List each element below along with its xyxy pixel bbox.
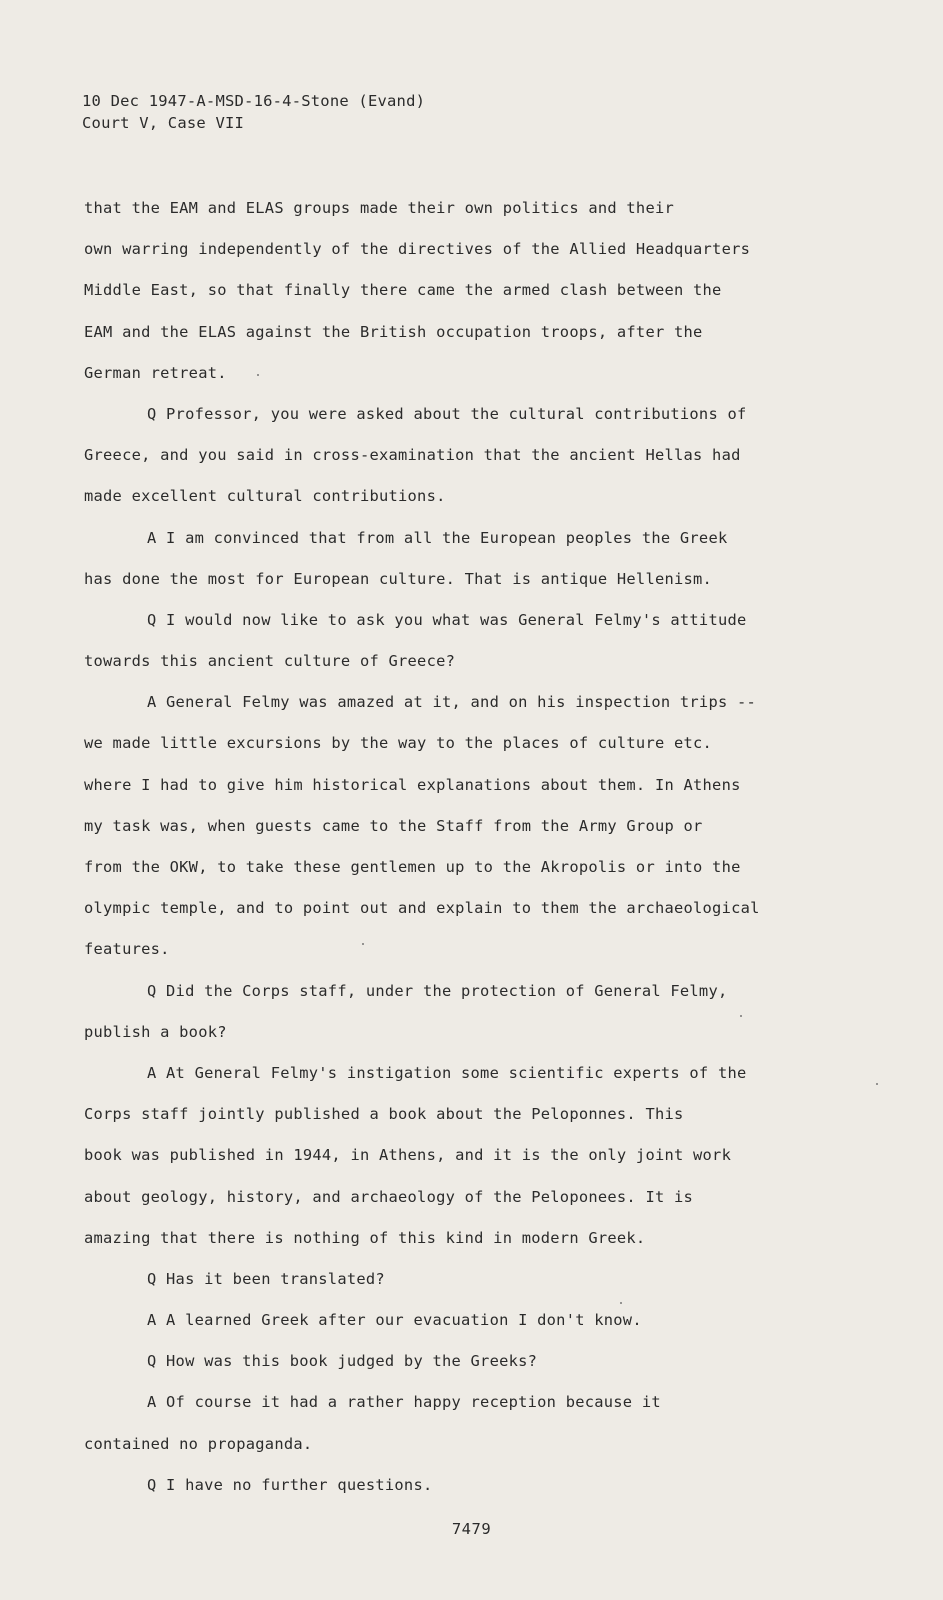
text-line: Greece, and you said in cross-examination that the ancient Hellas had: [84, 446, 741, 465]
page-number: 7479: [451, 1520, 492, 1538]
text-line: Q Professor, you were asked about the cultural contributions of: [147, 404, 747, 423]
text-line: towards this ancient culture of Greece?: [84, 652, 456, 671]
paper-speck: [740, 1015, 742, 1017]
transcript-body: [84, 188, 874, 1506]
text-line: contained no propaganda.: [84, 1434, 313, 1453]
text-line: Q Did the Corps staff, under the protection of General Felmy,: [147, 981, 728, 1000]
text-line: publish a book?: [84, 1022, 227, 1041]
text-line: Q How was this book judged by the Greeks?: [147, 1352, 538, 1371]
text-line: German retreat.: [84, 363, 227, 382]
text-line: Middle East, so that finally there came the armed clash between the: [84, 281, 722, 300]
text-line: own warring independently of the directives of the Allied Headquarters: [84, 240, 751, 259]
text-line: book was published in 1944, in Athens, and it is the only joint work: [84, 1146, 732, 1165]
text-line: that the EAM and ELAS groups made their own politics and their: [84, 199, 674, 217]
text-line: amazing that there is nothing of this kind in modern Greek.: [84, 1228, 646, 1247]
paper-speck: [362, 943, 364, 945]
header-line-2: Court V, Case VII: [82, 114, 245, 132]
text-line: features.: [84, 940, 170, 959]
text-line: EAM and the ELAS against the British occupation troops, after the: [84, 322, 703, 341]
paper-speck: [620, 1302, 622, 1304]
text-line: where I had to give him historical explanations about them. In Athens: [84, 775, 741, 794]
text-line: made excellent cultural contributions.: [84, 487, 446, 506]
text-line: Q I have no further questions.: [147, 1475, 433, 1494]
text-line: from the OKW, to take these gentlemen up to the Akropolis or into the: [84, 858, 741, 876]
text-line: A At General Felmy's instigation some scientific experts of the: [147, 1063, 747, 1082]
text-line: Q Has it been translated?: [147, 1269, 385, 1288]
paper-speck: [876, 1083, 878, 1085]
text-line: Corps staff jointly published a book about the Peloponnes. This: [84, 1105, 684, 1124]
text-line: we made little excursions by the way to the places of culture etc.: [84, 734, 713, 753]
text-line: about geology, history, and archaeology of the Peloponees. It is: [84, 1187, 694, 1206]
text-line: my task was, when guests came to the Staff from the Army Group or: [84, 816, 703, 835]
header-line-1: 10 Dec 1947-A-MSD-16-4-Stone (Evand): [82, 92, 426, 110]
paper-speck: [257, 374, 259, 376]
text-line: A General Felmy was amazed at it, and on his inspection trips --: [147, 693, 757, 712]
text-line: has done the most for European culture. That is antique Hellenism.: [84, 569, 713, 588]
text-line: A Of course it had a rather happy reception because it: [147, 1393, 661, 1412]
text-line: olympic temple, and to point out and explain to them the archaeological: [84, 899, 760, 918]
text-line: Q I would now like to ask you what was General Felmy's attitude: [147, 610, 747, 629]
document-header: [82, 90, 425, 134]
text-line: A A learned Greek after our evacuation I don't know.: [147, 1311, 642, 1330]
text-line: A I am convinced that from all the European peoples the Greek: [147, 528, 728, 547]
